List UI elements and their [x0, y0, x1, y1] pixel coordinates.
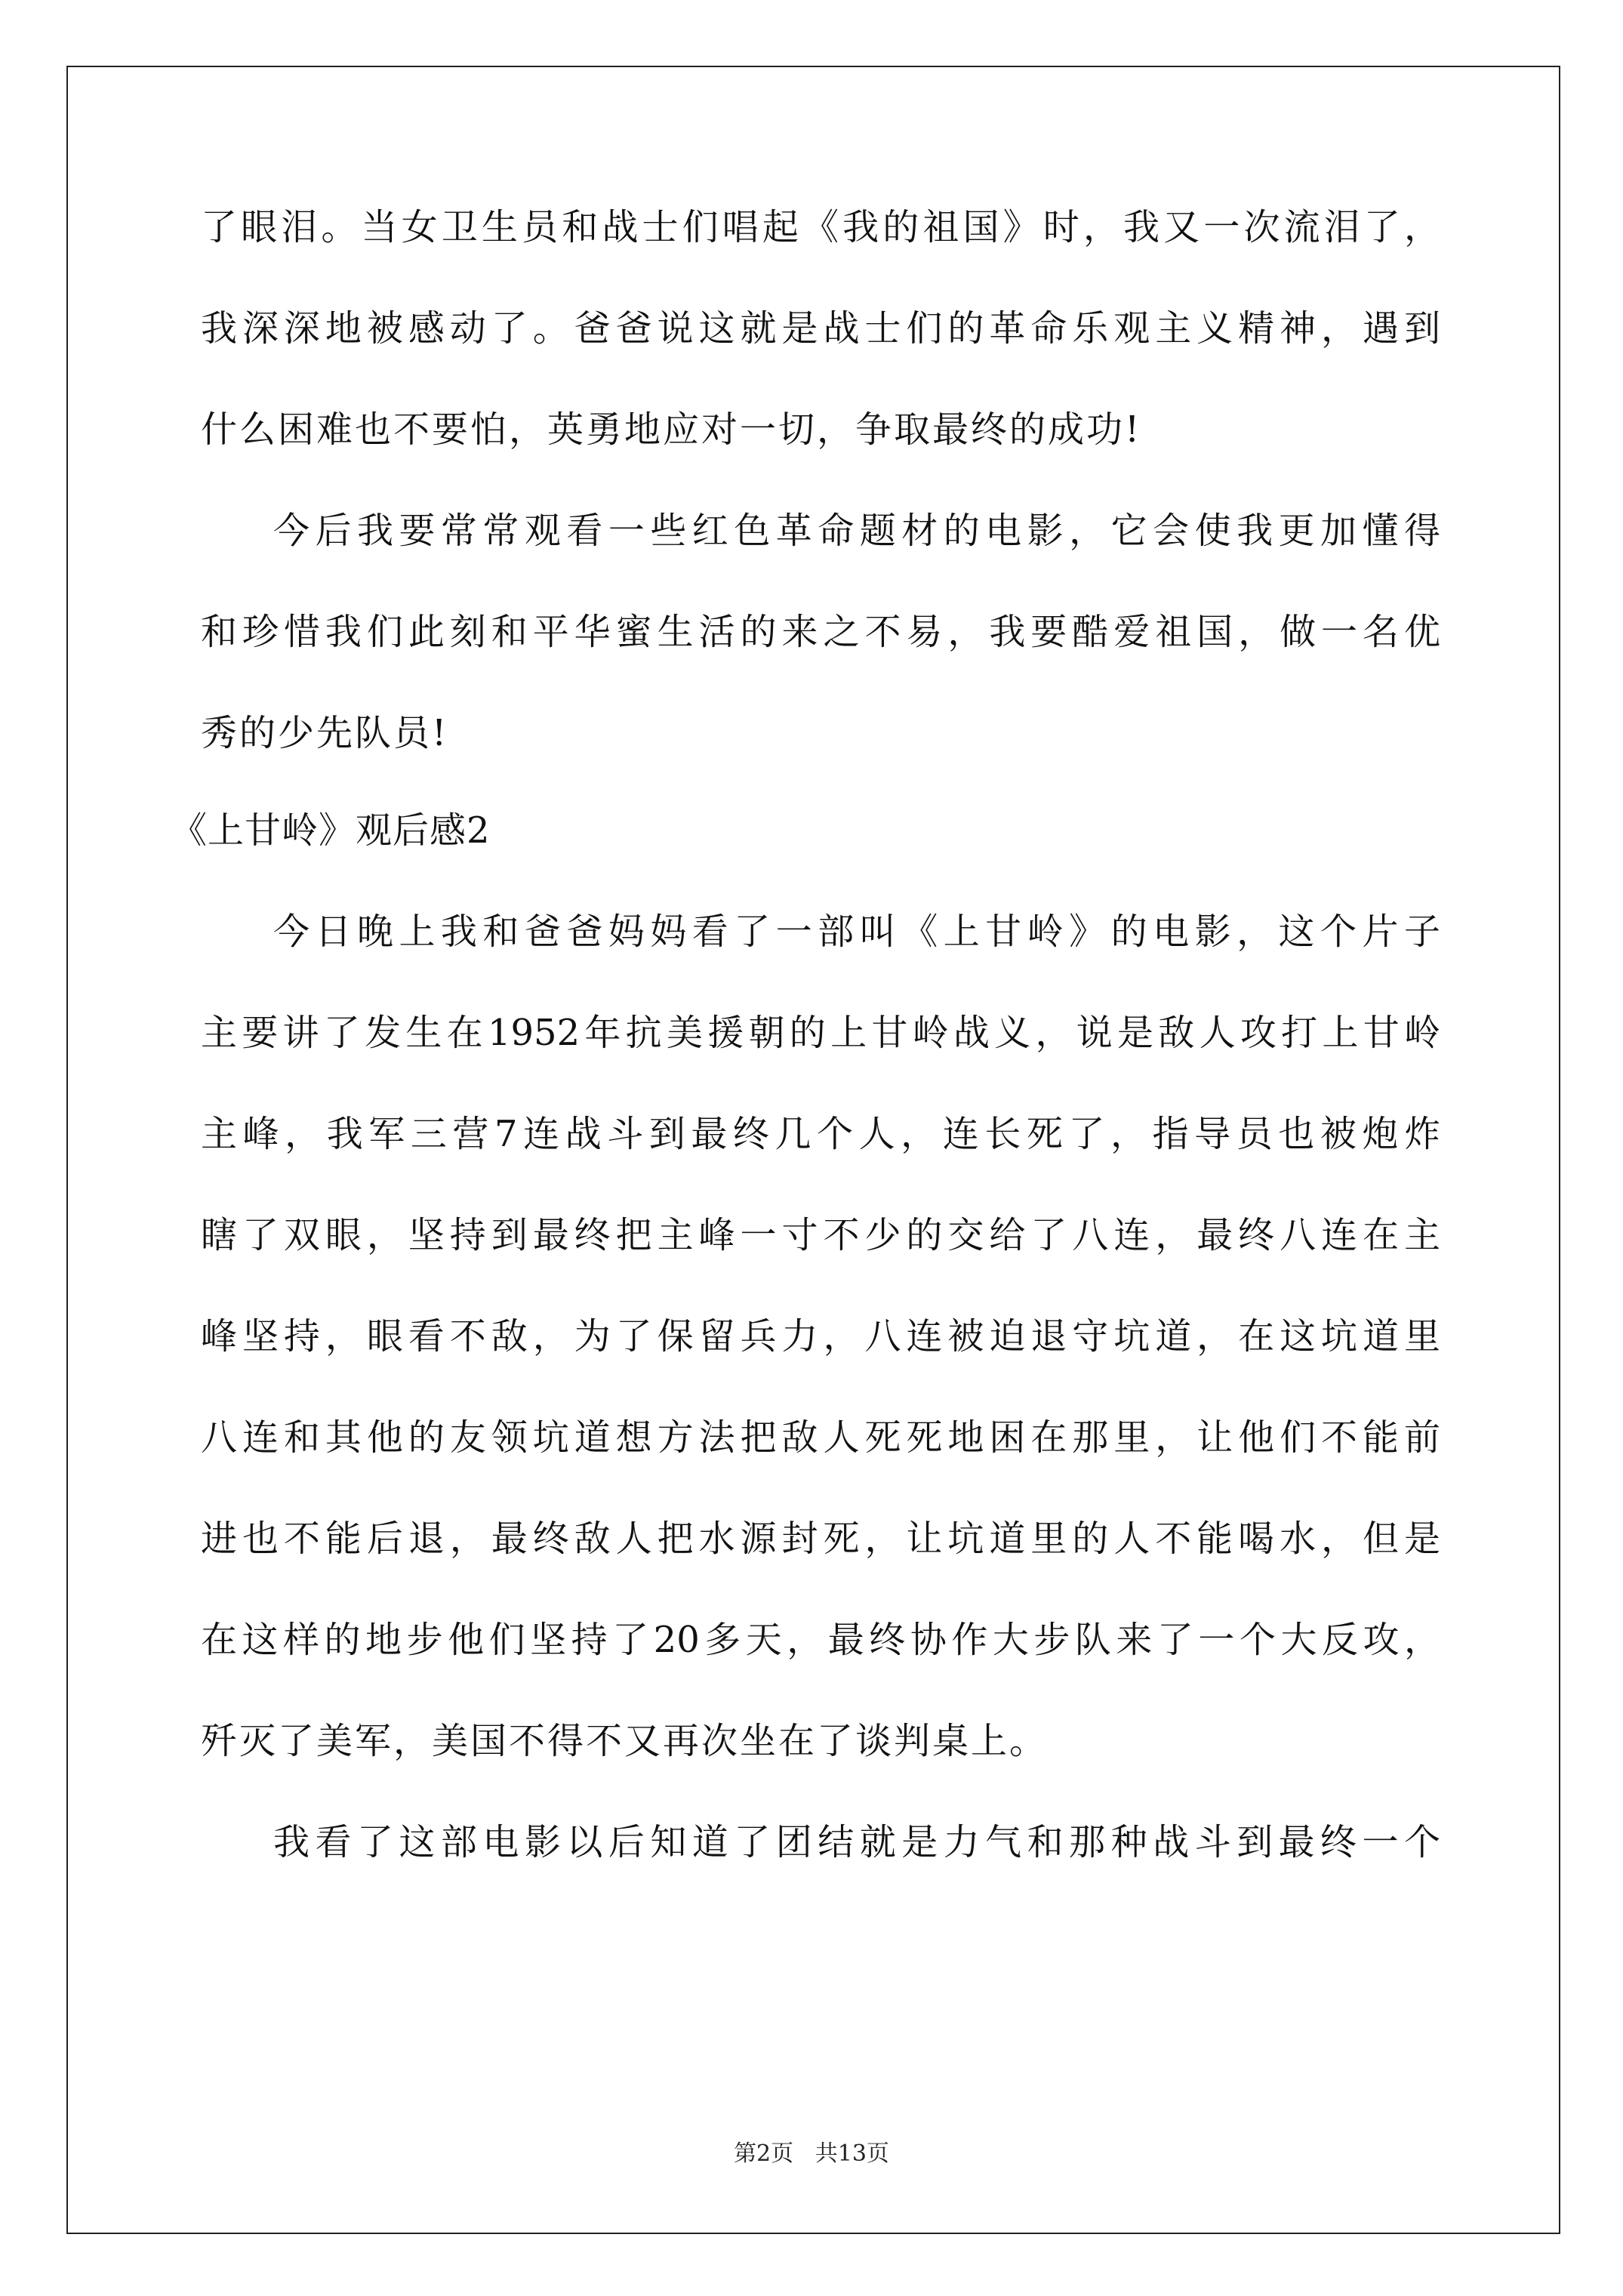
paragraph-line: 瞎了双眼，坚持到最终把主峰一寸不少的交给了八连，最终八连在主: [201, 1214, 1440, 1256]
paragraph-line: 什么困难也不要怕，英勇地应对一切，争取最终的成功!: [201, 408, 1142, 451]
paragraph-line: 我深深地被感动了。爸爸说这就是战士们的革命乐观主义精神，遇到: [201, 307, 1440, 350]
paragraph-line: 秀的少先队员!: [201, 712, 449, 754]
section-heading: 《上甘岭》观后感2: [171, 809, 491, 852]
paragraph-line: 进也不能后退，最终敌人把水源封死，让坑道里的人不能喝水，但是: [201, 1518, 1440, 1560]
paragraph-line: 今后我要常常观看一些红色革命题材的电影，它会使我更加懂得: [273, 510, 1440, 552]
paragraph-line: 主峰，我军三营7连战斗到最终几个人，连长死了，指导员也被炮炸: [201, 1113, 1440, 1155]
paragraph-line: 歼灭了美军，美国不得不又再次坐在了谈判桌上。: [201, 1720, 1049, 1762]
page-number-footer: 第2页 共13页: [734, 2140, 889, 2167]
paragraph-line: 八连和其他的友领坑道想方法把敌人死死地困在那里，让他们不能前: [201, 1416, 1440, 1459]
paragraph-line: 今日晚上我和爸爸妈妈看了一部叫《上甘岭》的电影，这个片子: [273, 911, 1440, 953]
paragraph-line: 在这样的地步他们坚持了20多天，最终协作大步队来了一个大反攻，: [201, 1619, 1440, 1661]
paragraph-line: 了眼泪。当女卫生员和战士们唱起《我的祖国》时，我又一次流泪了，: [201, 206, 1440, 248]
paragraph-line: 主要讲了发生在1952年抗美援朝的上甘岭战义，说是敌人攻打上甘岭: [201, 1012, 1440, 1054]
paragraph-line: 和珍惜我们此刻和平华蜜生活的来之不易，我要酷爱祖国，做一名优: [201, 611, 1440, 653]
paragraph-line: 我看了这部电影以后知道了团结就是力气和那种战斗到最终一个: [273, 1821, 1440, 1863]
paragraph-line: 峰坚持，眼看不敌，为了保留兵力，八连被迫退守坑道，在这坑道里: [201, 1315, 1440, 1358]
